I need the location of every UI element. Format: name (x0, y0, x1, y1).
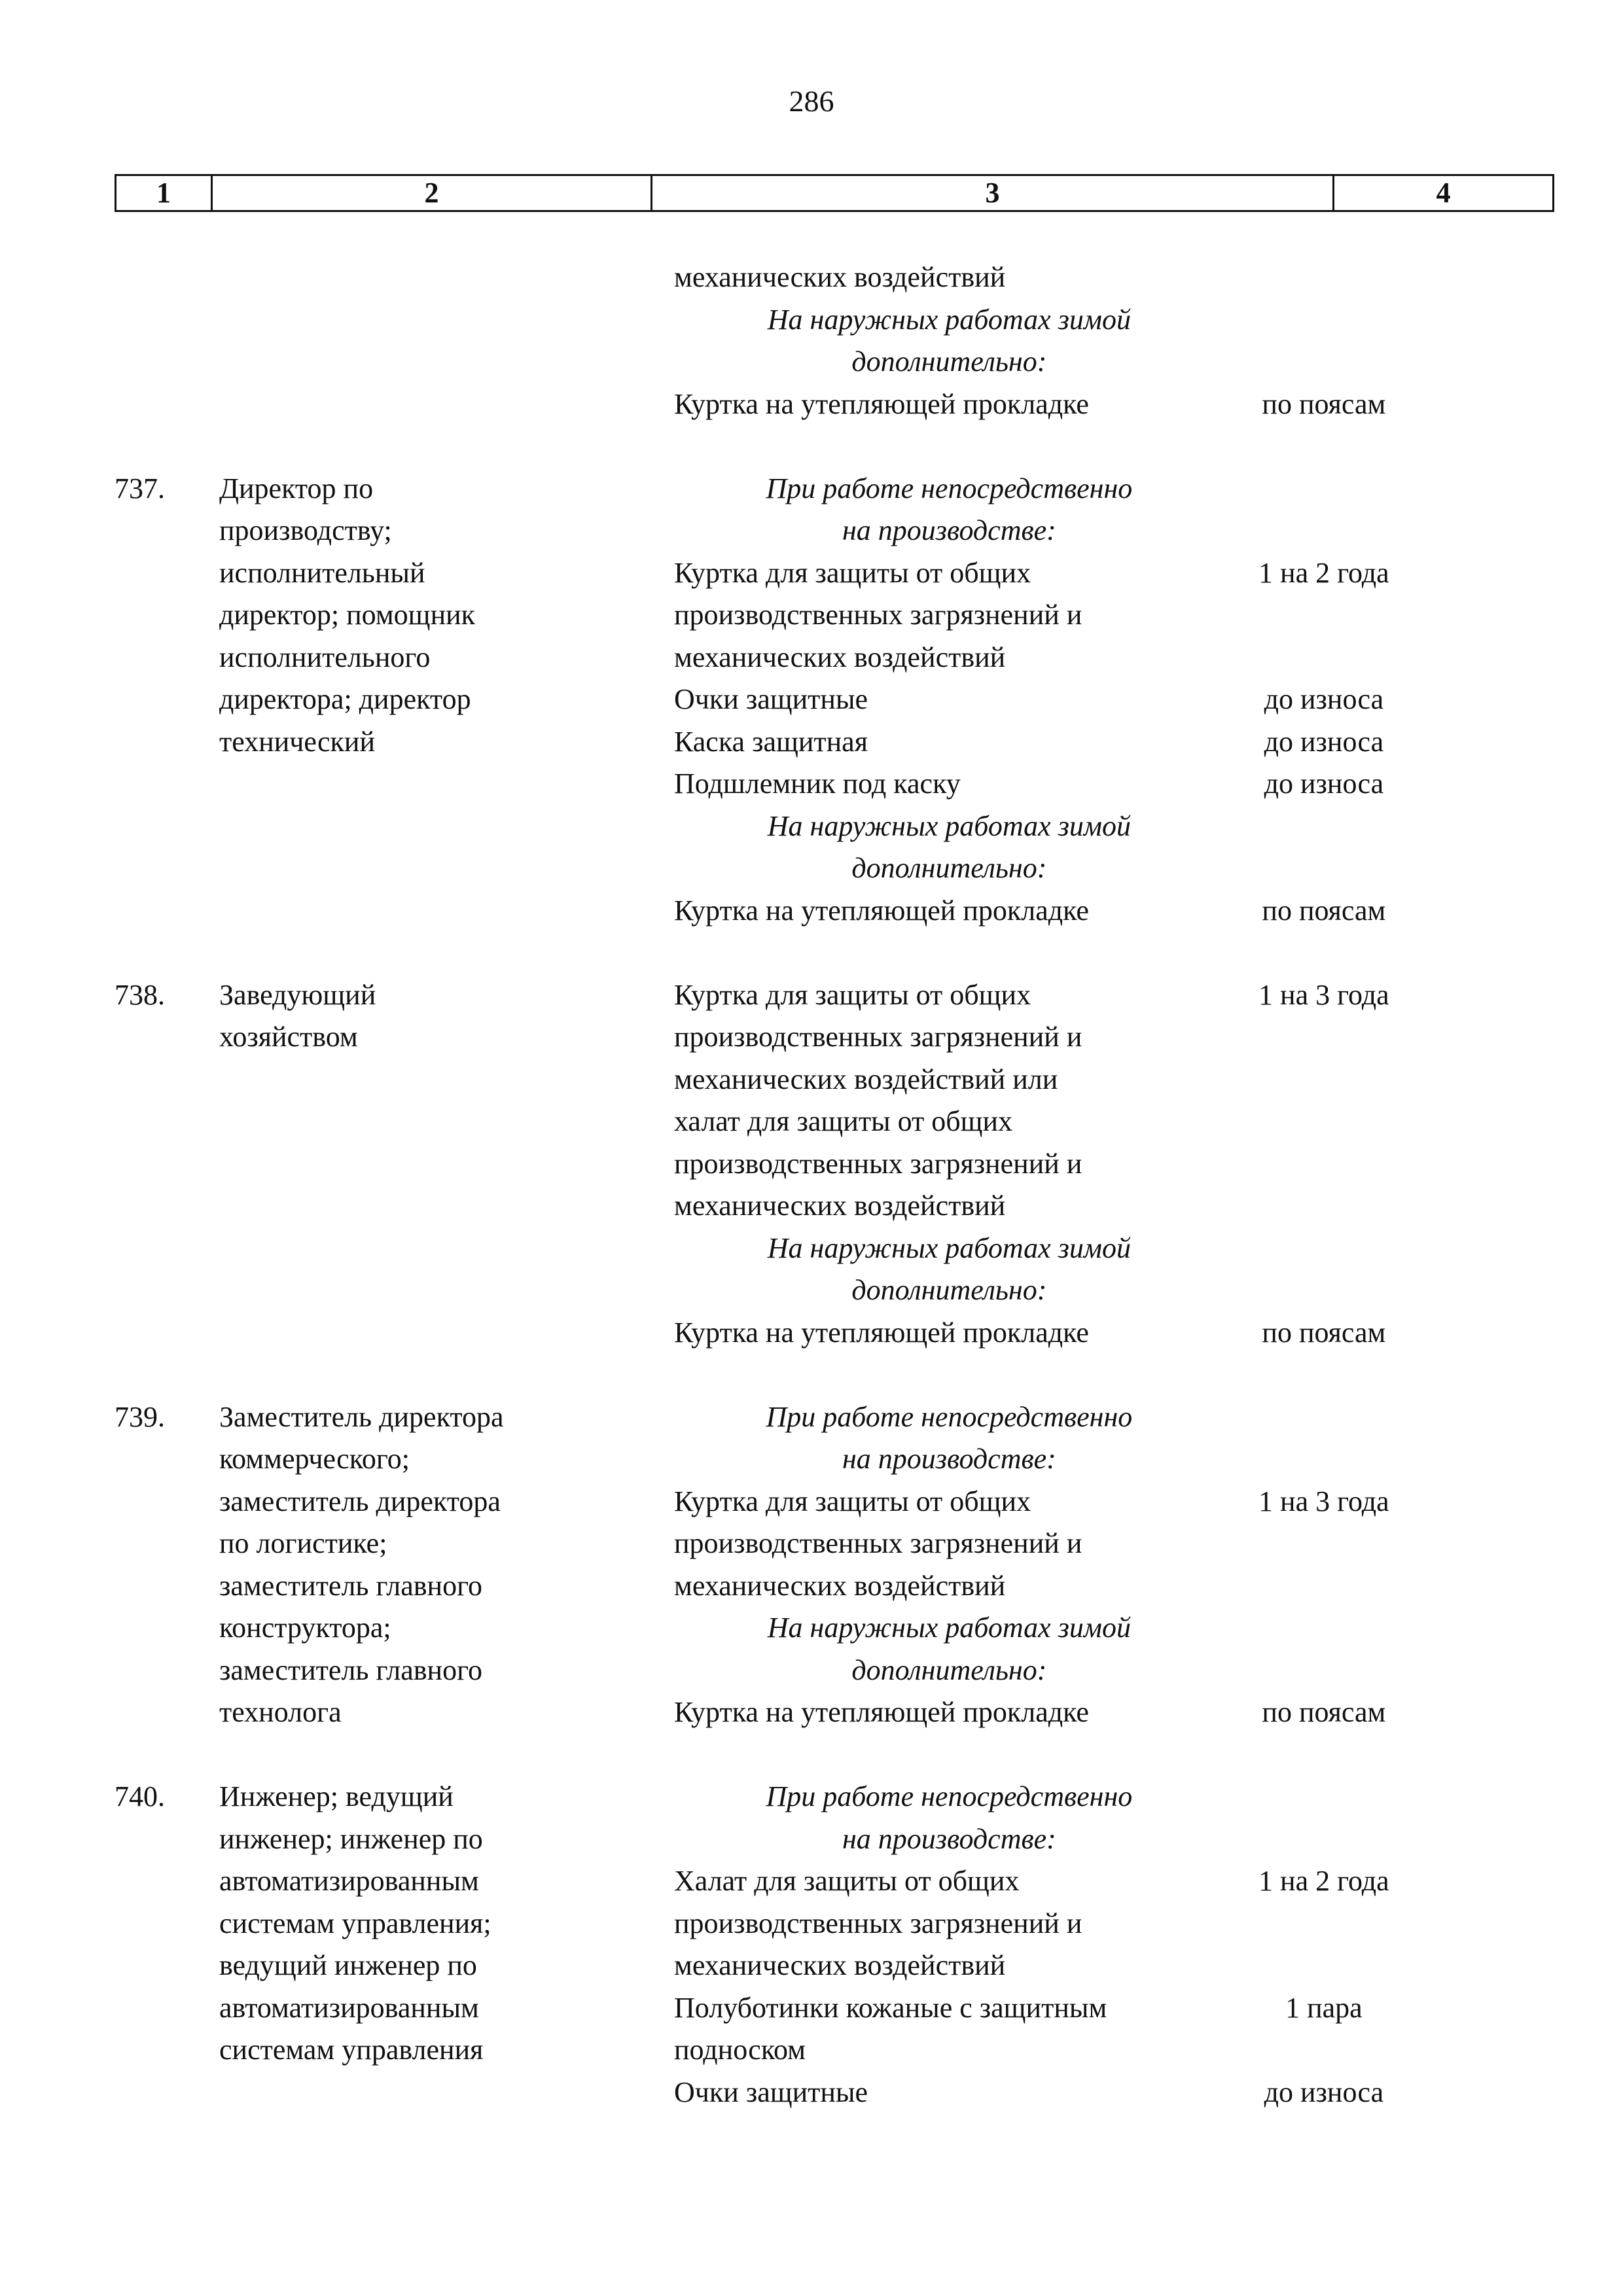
wear-period (1224, 341, 1423, 383)
position-line: системам управления (219, 2034, 484, 2066)
ppe-item-line (664, 805, 1423, 848)
ppe-items (664, 468, 1423, 932)
ppe-item-line (664, 721, 1423, 764)
position-line: Заместитель директора (219, 1400, 504, 1433)
wear-period: до износа (1264, 2075, 1384, 2108)
wear-period: 1 на 3 года (1258, 1485, 1389, 1517)
header-col-3: 3 (652, 176, 1334, 210)
ppe-item-line (664, 1143, 1423, 1186)
row-number: 739. (115, 1400, 165, 1433)
page-number: 286 (789, 84, 834, 118)
ppe-item-name: Куртка для защиты от общих (674, 556, 1031, 589)
condition-heading: дополнительно: (851, 1274, 1047, 1306)
table-row (0, 1396, 1623, 1734)
wear-period: по поясам (1262, 387, 1386, 420)
wear-period (1224, 1650, 1423, 1692)
ppe-item-line (664, 1481, 1423, 1523)
wear-period: 1 на 2 года (1258, 556, 1389, 589)
table-header (115, 174, 1554, 212)
wear-period: 1 пара (1285, 1991, 1363, 2024)
ppe-items (664, 1396, 1423, 1734)
ppe-item-line (664, 1269, 1423, 1312)
position-line: системам управления; (219, 1907, 491, 1939)
position-line: производству; (219, 514, 392, 546)
ppe-item-line (664, 1101, 1423, 1143)
position-line: Инженер; ведущий (219, 1780, 454, 1812)
condition-heading: дополнительно: (851, 852, 1047, 884)
row-spacer (0, 1734, 1623, 1776)
ppe-item-name: механических воздействий (674, 1569, 1006, 1602)
ppe-item-name: производственных загрязнений и (674, 1021, 1082, 1053)
wear-period (1224, 1903, 1423, 1945)
ppe-item-line (664, 1776, 1423, 1818)
position-line: заместитель главного (219, 1653, 483, 1686)
ppe-item-name: Куртка на утепляющей прокладке (674, 387, 1089, 420)
wear-period (1224, 1776, 1423, 1818)
position-line: автоматизированным (219, 1991, 479, 2024)
header-col-2: 2 (213, 176, 652, 210)
wear-period (1224, 1185, 1423, 1227)
wear-period (1224, 1438, 1423, 1481)
ppe-item-name: производственных загрязнений и (674, 599, 1082, 631)
ppe-item-name: Очки защитные (674, 683, 868, 715)
ppe-item-name: механических воздействий (674, 641, 1006, 673)
wear-period: до износа (1264, 725, 1384, 758)
wear-period (1224, 256, 1423, 299)
position-line: заместитель директора (219, 1485, 501, 1517)
ppe-item-name: механических воздействий (674, 261, 1006, 293)
wear-period: по поясам (1262, 1696, 1386, 1728)
ppe-item-line (664, 679, 1423, 721)
position-line: хозяйством (219, 1021, 358, 1053)
position-name (219, 1396, 664, 1734)
row-number: 738. (115, 978, 165, 1011)
header-col-4: 4 (1436, 177, 1451, 209)
ppe-item-line (664, 510, 1423, 552)
ppe-item-line (664, 1523, 1423, 1565)
ppe-item-line (664, 637, 1423, 679)
wear-period: до износа (1264, 683, 1384, 715)
wear-period (1224, 637, 1423, 679)
position-line: исполнительный (219, 556, 425, 589)
ppe-item-line (664, 1565, 1423, 1608)
wear-period (1224, 847, 1423, 890)
header-col-1: 1 (116, 176, 213, 210)
ppe-item-line (664, 1691, 1423, 1734)
wear-period (1224, 594, 1423, 637)
ppe-item-name: Очки защитные (674, 2075, 868, 2108)
condition-heading: При работе непосредственно (766, 472, 1133, 504)
row-spacer (0, 1354, 1623, 1396)
condition-heading: дополнительно: (851, 345, 1047, 378)
wear-period (1224, 468, 1423, 510)
ppe-item-name: Подшлемник под каску (674, 768, 961, 800)
wear-period (1224, 1945, 1423, 1987)
condition-heading: На наружных работах зимой (767, 1231, 1131, 1264)
position-line: коммерческого; (219, 1443, 410, 1475)
ppe-item-name: производственных загрязнений и (674, 1907, 1082, 1939)
position-name (219, 468, 664, 932)
wear-period (1224, 1607, 1423, 1650)
ppe-items (664, 1776, 1423, 2113)
table-body (0, 256, 1623, 2113)
ppe-item-line (664, 847, 1423, 890)
ppe-item-name: Каска защитная (674, 725, 868, 758)
ppe-item-name: Куртка для защиты от общих (674, 1485, 1031, 1517)
position-line: по логистике; (219, 1527, 387, 1559)
ppe-item-line (664, 256, 1423, 299)
condition-heading: дополнительно: (851, 1653, 1047, 1686)
ppe-item-line (664, 1438, 1423, 1481)
ppe-item-name: халат для защиты от общих (674, 1105, 1013, 1137)
condition-heading: на производстве: (842, 514, 1056, 546)
ppe-item-line (664, 552, 1423, 595)
ppe-item-name: Куртка на утепляющей прокладке (674, 894, 1089, 927)
wear-period (1224, 1101, 1423, 1143)
row-number: 740. (115, 1780, 165, 1812)
wear-period (1224, 805, 1423, 848)
position-line: ведущий инженер по (219, 1949, 477, 1981)
position-line: директора; директор (219, 683, 471, 715)
condition-heading: На наружных работах зимой (767, 303, 1131, 336)
ppe-item-name: механических воздействий (674, 1949, 1006, 1981)
table-row (0, 468, 1623, 932)
position-line: конструктора; (219, 1612, 391, 1644)
ppe-item-name: Куртка на утепляющей прокладке (674, 1316, 1089, 1349)
ppe-item-line (664, 763, 1423, 805)
wear-period: до износа (1264, 768, 1384, 800)
ppe-item-line (664, 299, 1423, 342)
wear-period (1224, 1016, 1423, 1059)
ppe-item-line (664, 1987, 1423, 2030)
ppe-item-line (664, 1607, 1423, 1650)
ppe-item-line (664, 468, 1423, 510)
wear-period: по поясам (1262, 1316, 1386, 1349)
ppe-item-name: производственных загрязнений и (674, 1147, 1082, 1180)
condition-heading: на производстве: (842, 1822, 1056, 1855)
ppe-item-name: механических воздействий (674, 1190, 1006, 1222)
position-name (219, 1776, 664, 2113)
wear-period (1224, 1059, 1423, 1101)
wear-period (1224, 1269, 1423, 1312)
row-spacer (0, 932, 1623, 974)
table-row (0, 974, 1623, 1354)
row-number (0, 256, 219, 425)
wear-period (1224, 1818, 1423, 1861)
ppe-item-line (664, 594, 1423, 637)
wear-period: 1 на 3 года (1258, 978, 1389, 1011)
wear-period (1224, 510, 1423, 552)
ppe-item-line (664, 1396, 1423, 1439)
ppe-item-line (664, 1945, 1423, 1987)
ppe-item-line (664, 1185, 1423, 1227)
ppe-item-name: Халат для защиты от общих (674, 1865, 1020, 1897)
ppe-item-line (664, 341, 1423, 383)
ppe-item-line (664, 890, 1423, 932)
ppe-item-line (664, 2029, 1423, 2072)
position-line: автоматизированным (219, 1865, 479, 1897)
table-row (0, 1776, 1623, 2113)
position-line: Директор по (219, 472, 374, 504)
ppe-item-line (664, 1227, 1423, 1270)
condition-heading: На наружных работах зимой (767, 1612, 1131, 1644)
row-number: 737. (115, 472, 165, 504)
wear-period (1224, 2029, 1423, 2072)
wear-period (1224, 1143, 1423, 1186)
table-row (0, 256, 1623, 425)
ppe-item-name: механических воздействий или (674, 1063, 1058, 1095)
position-line: Заведующий (219, 978, 376, 1011)
ppe-items (664, 256, 1423, 425)
ppe-item-line (664, 383, 1423, 426)
ppe-item-line (664, 1016, 1423, 1059)
position-line: исполнительного (219, 641, 431, 673)
wear-period (1224, 1227, 1423, 1270)
position-line: технолога (219, 1696, 342, 1728)
ppe-item-name: Куртка на утепляющей прокладке (674, 1696, 1089, 1728)
condition-heading: На наружных работах зимой (767, 809, 1131, 842)
position-line: технический (219, 725, 376, 758)
position-name (219, 974, 664, 1354)
position-line: директор; помощник (219, 599, 476, 631)
ppe-item-line (664, 1903, 1423, 1945)
ppe-item-line (664, 1312, 1423, 1354)
ppe-item-line (664, 1818, 1423, 1861)
condition-heading: При работе непосредственно (766, 1400, 1133, 1433)
position-line: заместитель главного (219, 1569, 483, 1602)
row-spacer (0, 425, 1623, 468)
wear-period (1224, 1523, 1423, 1565)
ppe-item-line (664, 1860, 1423, 1903)
wear-period (1224, 1396, 1423, 1439)
ppe-item-line (664, 974, 1423, 1017)
condition-heading: При работе непосредственно (766, 1780, 1133, 1812)
ppe-item-name: подноском (674, 2034, 806, 2066)
position-line: инженер; инженер по (219, 1822, 483, 1855)
wear-period: 1 на 2 года (1258, 1865, 1389, 1897)
wear-period (1224, 299, 1423, 342)
condition-heading: на производстве: (842, 1443, 1056, 1475)
ppe-item-line (664, 2072, 1423, 2114)
wear-period (1224, 1565, 1423, 1608)
wear-period: по поясам (1262, 894, 1386, 927)
position-name (219, 256, 664, 425)
ppe-item-line (664, 1650, 1423, 1692)
ppe-item-line (664, 1059, 1423, 1101)
ppe-item-name: производственных загрязнений и (674, 1527, 1082, 1559)
ppe-item-name: Куртка для защиты от общих (674, 978, 1031, 1011)
ppe-items (664, 974, 1423, 1354)
ppe-item-name: Полуботинки кожаные с защитным (674, 1991, 1107, 2024)
